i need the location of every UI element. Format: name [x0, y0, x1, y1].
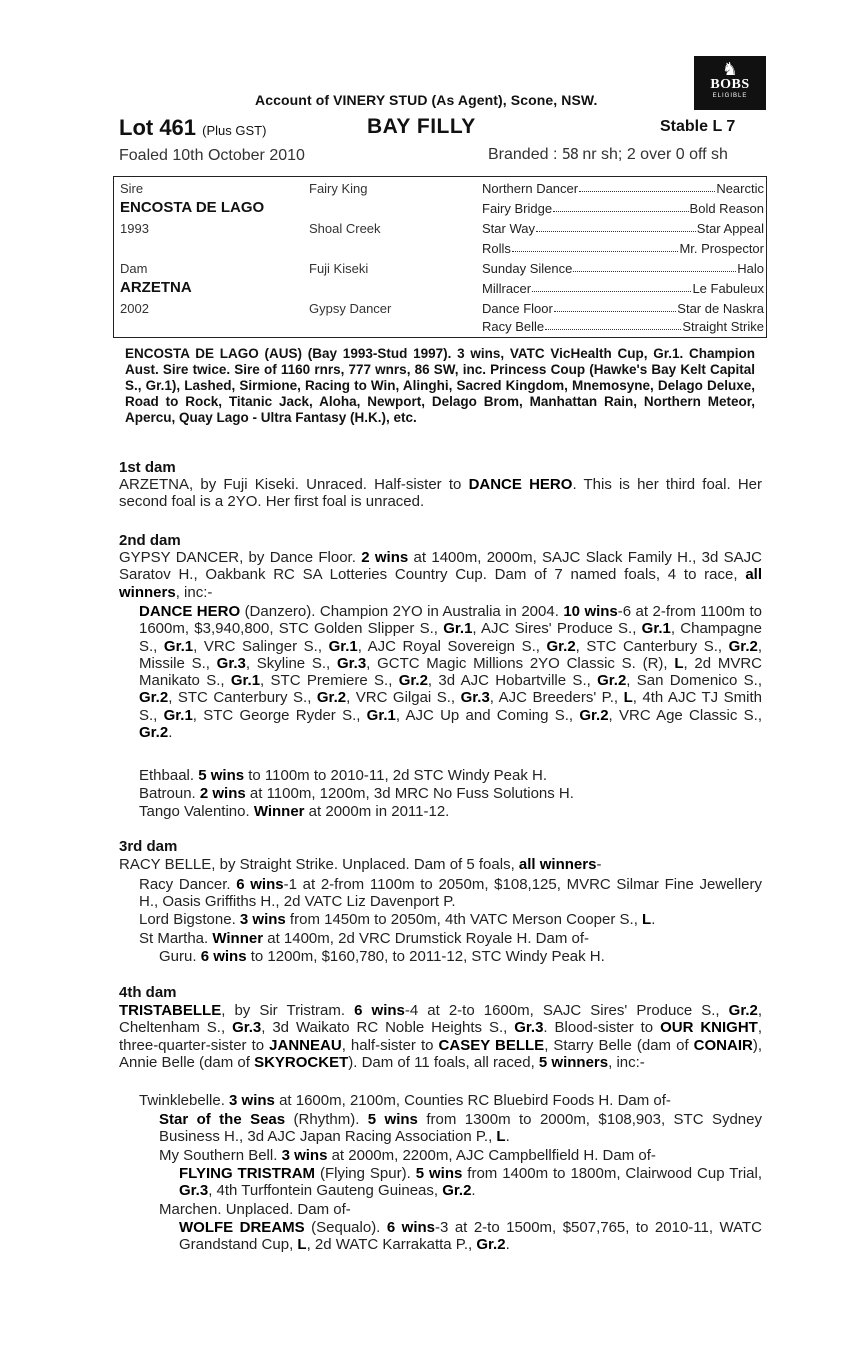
bobs-logo: ♞ BOBS ELIGIBLE: [694, 56, 766, 110]
gen3-row: Fairy Bridge Bold Reason: [482, 201, 764, 216]
dam-name: ARZETNA: [120, 279, 192, 296]
progeny-st-martha: St Martha. Winner at 1400m, 2d VRC Drumstick Royale H. Dam of-: [139, 930, 589, 947]
gen3-row: Millracer Le Fabuleux: [482, 281, 764, 296]
progeny-lord-bigstone: Lord Bigstone. 3 wins from 1450m to 2050m, 4th VATC Merson Cooper S., L.: [139, 911, 656, 928]
gen3-row: Dance Floor Star de Naskra: [482, 301, 764, 316]
progeny-wolfe-dreams: WOLFE DREAMS (Sequalo). 6 wins-3 at 2-to 1500m, $507,765, to 2010-11, WATC Grandstand Cup, L, 2d WATC Karrakatta P., Gr.2.: [179, 1219, 762, 1254]
third-dam-text: RACY BELLE, by Straight Strike. Unplaced. Dam of 5 foals, all winners-: [119, 856, 602, 873]
sire-label: Sire: [120, 181, 144, 196]
gen3-row: Star Way Star Appeal: [482, 221, 764, 236]
progeny-tango-valentino: Tango Valentino. Winner at 2000m in 2011-12.: [139, 803, 450, 820]
granddam: Gypsy Dancer: [309, 301, 392, 316]
granddam: Shoal Creek: [309, 221, 381, 236]
progeny-racy-dancer: Racy Dancer. 6 wins-1 at 2-from 1100m to 2050m, $108,125, MVRC Silmar Fine Jewellery H., Oasis Griffiths H., 2d VATC Liz Davenport P.: [139, 876, 762, 911]
progeny-twinklebelle: Twinklebelle. 3 wins at 1600m, 2100m, Counties RC Bluebird Foods H. Dam of-: [139, 1092, 671, 1109]
sire-summary: ENCOSTA DE LAGO (AUS) (Bay 1993-Stud 1997). 3 wins, VATC VicHealth Cup, Gr.1. Champion Aust. Sire twice. Sire of 1160 rnrs, 777 wnrs, 86 SW, inc. Princess Coup (Hawke's Bay Kelt Capital S., Gr.1), Lashed, Sirmione, Racing to Win, Alinghi, Sacred Kingdom, Mnemosyne, Delago Deluxe, Road to Rock, Titanic Jack, Aloha, Newport, Delago Brom, Manhattan Rain, Northern Meteor, Apercu, Quay Lago - Ultra Fantasy (H.K.), etc.: [125, 346, 755, 425]
third-dam-heading: 3rd dam: [119, 838, 178, 855]
progeny-flying-tristram: FLYING TRISTRAM (Flying Spur). 5 wins from 1400m to 1800m, Clairwood Cup Trial, Gr.3, 4th Turffontein Gauteng Guineas, Gr.2.: [179, 1165, 763, 1200]
grandsire: Fairy King: [309, 181, 368, 196]
progeny-guru: Guru. 6 wins to 1200m, $160,780, to 2011-12, STC Windy Peak H.: [159, 948, 605, 965]
consignor-line: Account of VINERY STUD (As Agent), Scone, NSW.: [255, 92, 598, 108]
progeny-marchen: Marchen. Unplaced. Dam of-: [159, 1201, 351, 1218]
gen3-row: Rolls Mr. Prospector: [482, 241, 764, 256]
pedigree-table: [113, 176, 767, 338]
gen3-row: Sunday Silence Halo: [482, 261, 764, 276]
fourth-dam-heading: 4th dam: [119, 984, 177, 1001]
stable-number: Stable L 7: [660, 118, 736, 135]
dam-label: Dam: [120, 261, 148, 276]
brand-mark: 58: [561, 145, 578, 163]
gst-note: (Plus GST): [202, 123, 267, 138]
foaled-date: Foaled 10th October 2010: [119, 147, 305, 164]
grandsire: Fuji Kiseki: [309, 261, 369, 276]
gen3-row: Racy Belle Straight Strike: [482, 319, 764, 334]
brand-info: Branded : 58 nr sh; 2 over 0 off sh: [488, 145, 728, 163]
horse-description: BAY FILLY: [367, 115, 476, 138]
fourth-dam-text: TRISTABELLE, by Sir Tristram. 6 wins-4 at 2-to 1600m, SAJC Sires' Produce S., Gr.2, Cheltenham S., Gr.3, 3d Waikato RC Noble Heights S., Gr.3. Blood-sister to OUR KNIGHT, three-quarter-sister to JANNEAU, half-sister to CASEY BELLE, Starry Belle (dam of CONAIR), Annie Belle (dam of SKYROCKET). Dam of 11 foals, all raced, 5 winners, inc:-: [119, 1002, 763, 1071]
progeny-batroun: Batroun. 2 wins at 1100m, 1200m, 3d MRC No Fuss Solutions H.: [139, 785, 574, 802]
horse-icon: ♞: [721, 59, 739, 79]
first-dam-heading: 1st dam: [119, 459, 176, 476]
second-dam-heading: 2nd dam: [119, 532, 181, 549]
dam-year: 2002: [120, 301, 149, 316]
lot-number: Lot 461 (Plus GST): [119, 115, 267, 140]
progeny-star-of-the-seas: Star of the Seas (Rhythm). 5 wins from 1300m to 2000m, $108,903, STC Sydney Business H., 3d AJC Japan Racing Association P., L.: [159, 1111, 762, 1146]
second-dam-text: GYPSY DANCER, by Dance Floor. 2 wins at 1400m, 2000m, SAJC Slack Family H., 3d SAJC Saratov H., Oakbank RC SA Lotteries Country Cup. Dam of 7 named foals, 4 to race, all winners, inc:-: [119, 549, 762, 601]
first-dam-text: ARZETNA, by Fuji Kiseki. Unraced. Half-sister to DANCE HERO. This is her third foal. Her second foal is a 2YO. Her first foal is unraced.: [119, 476, 763, 511]
gen3-row: Northern Dancer Nearctic: [482, 181, 764, 196]
progeny-dance-hero: DANCE HERO (Danzero). Champion 2YO in Australia in 2004. 10 wins-6 at 2-from 1100m to 1600m, $3,940,800, STC Golden Slipper S., Gr.1, AJC Sires' Produce S., Gr.1, Champagne S., Gr.1, VRC Salinger S., Gr.1, AJC Royal Sovereign S., Gr.2, STC Canterbury S., Gr.2, Missile S., Gr.3, Skyline S., Gr.3, GCTC Magic Millions 2YO Classic S. (R), L, 2d MVRC Manikato S., Gr.1, STC Premiere S., Gr.2, 3d AJC Hobartville S., Gr.2, San Domenico S., Gr.2, STC Canterbury S., Gr.2, VRC Gilgai S., Gr.3, AJC Breeders' P., L, 4th AJC TJ Smith S., Gr.1, STC George Ryder S., Gr.1, AJC Up and Coming S., Gr.2, VRC Age Classic S., Gr.2.: [139, 603, 763, 742]
progeny-ethbaal: Ethbaal. 5 wins to 1100m to 2010-11, 2d STC Windy Peak H.: [139, 767, 548, 784]
sire-name: ENCOSTA DE LAGO: [120, 199, 265, 216]
progeny-my-southern-bell: My Southern Bell. 3 wins at 2000m, 2200m, AJC Campbellfield H. Dam of-: [159, 1147, 656, 1164]
sire-year: 1993: [120, 221, 149, 236]
